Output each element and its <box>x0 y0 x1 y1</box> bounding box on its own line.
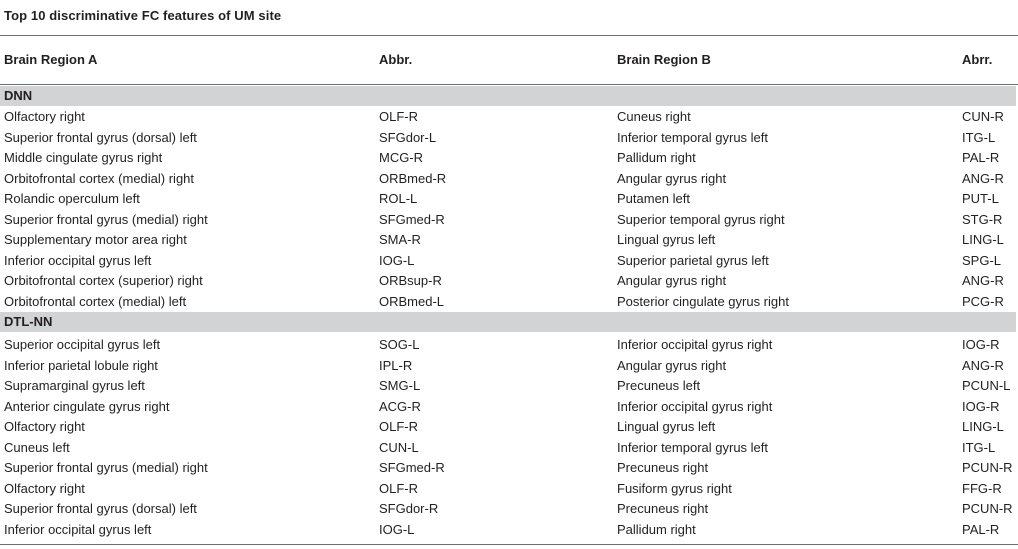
brain-region-b-cell: Angular gyrus right <box>617 357 727 373</box>
abbr-b-cell: PCUN-R <box>962 460 1013 475</box>
table-row <box>0 376 1018 397</box>
abbr-b-cell: PCG-R <box>962 293 1004 309</box>
table-header <box>0 50 1018 70</box>
brain-region-a-cell: Cuneus left <box>4 439 70 455</box>
abbr-a-cell: ORBmed-L <box>379 293 445 309</box>
brain-region-b-cell: Precuneus right <box>617 501 709 516</box>
table-row <box>0 417 1018 438</box>
brain-region-b-cell: Pallidum right <box>617 150 696 165</box>
abbr-b-cell: PUT-L <box>962 191 999 206</box>
table-row <box>0 271 1018 292</box>
abbr-b-cell: LING-L <box>962 232 1004 247</box>
brain-region-a-cell: Olfactory right <box>4 419 85 434</box>
abbr-b-cell: ITG-L <box>962 129 996 145</box>
brain-region-b-cell: Superior temporal gyrus right <box>617 211 785 227</box>
brain-region-b-cell: Lingual gyrus left <box>617 419 716 434</box>
abbr-b-cell: FFG-R <box>962 480 1002 496</box>
abbr-b-cell: PAL-R <box>962 150 1000 165</box>
abbr-a-cell: SOG-L <box>379 337 420 352</box>
brain-region-a-cell: Inferior occipital gyrus left <box>4 252 152 268</box>
brain-region-b-cell: Putamen left <box>617 191 690 206</box>
header-brain-region-a: Brain Region A <box>4 52 98 67</box>
brain-region-a-cell: Superior frontal gyrus (medial) right <box>4 460 208 475</box>
section-title: DTL-NN <box>4 314 53 329</box>
section-title: DNN <box>4 88 33 103</box>
table-row <box>0 292 1018 313</box>
table-row <box>0 499 1018 520</box>
table-row <box>0 128 1018 149</box>
brain-region-a-cell: Anterior cingulate gyrus right <box>4 398 170 414</box>
abbr-b-cell: LING-L <box>962 419 1004 434</box>
table-row <box>0 458 1018 479</box>
abbr-b-cell: CUN-R <box>962 109 1004 124</box>
abbr-a-cell: SFGmed-R <box>379 460 445 475</box>
abbr-a-cell: OLF-R <box>379 419 418 434</box>
header-rule <box>0 84 1018 85</box>
table-row <box>0 251 1018 272</box>
table-row <box>0 397 1018 418</box>
abbr-a-cell: SFGmed-R <box>379 211 445 227</box>
abbr-a-cell: OLF-R <box>379 109 418 124</box>
brain-region-b-cell: Pallidum right <box>617 521 696 537</box>
header-abbr-b: Abrr. <box>962 52 993 67</box>
brain-region-a-cell: Olfactory right <box>4 480 85 496</box>
bottom-rule <box>0 544 1018 545</box>
brain-region-b-cell: Superior parietal gyrus left <box>617 252 769 268</box>
abbr-b-cell: PCUN-R <box>962 501 1013 516</box>
abbr-a-cell: SFGdor-R <box>379 501 439 516</box>
brain-region-a-cell: Orbitofrontal cortex (medial) left <box>4 293 187 309</box>
brain-region-b-cell: Posterior cingulate gyrus right <box>617 293 789 309</box>
section-body-dtl-nn <box>0 335 1018 540</box>
brain-region-a-cell: Superior frontal gyrus (dorsal) left <box>4 501 197 516</box>
table-row <box>0 335 1018 356</box>
header-brain-region-b: Brain Region B <box>617 52 711 67</box>
abbr-b-cell: PCUN-L <box>962 378 1011 393</box>
brain-region-b-cell: Angular gyrus right <box>617 170 727 186</box>
brain-region-b-cell: Lingual gyrus left <box>617 232 716 247</box>
top-rule <box>0 35 1018 36</box>
abbr-a-cell: IOG-L <box>379 521 415 537</box>
table-row <box>0 210 1018 231</box>
section-body-dnn <box>0 107 1018 312</box>
brain-region-b-cell: Inferior temporal gyrus left <box>617 129 769 145</box>
brain-region-a-cell: Supramarginal gyrus left <box>4 378 145 393</box>
brain-region-a-cell: Supplementary motor area right <box>4 232 187 247</box>
brain-region-a-cell: Inferior occipital gyrus left <box>4 521 152 537</box>
brain-region-b-cell: Inferior temporal gyrus left <box>617 439 769 455</box>
brain-region-b-cell: Angular gyrus right <box>617 273 727 288</box>
table-row <box>0 479 1018 500</box>
abbr-a-cell: MCG-R <box>379 150 424 165</box>
brain-region-b-cell: Inferior occipital gyrus right <box>617 337 773 352</box>
abbr-b-cell: ITG-L <box>962 439 996 455</box>
abbr-b-cell: IOG-R <box>962 337 1000 352</box>
table-row <box>0 356 1018 377</box>
section-header-dnn <box>0 86 1016 106</box>
brain-region-b-cell: Cuneus right <box>617 109 691 124</box>
table-row <box>0 189 1018 210</box>
table-row <box>0 230 1018 251</box>
table-row <box>0 520 1018 541</box>
brain-region-a-cell: Orbitofrontal cortex (superior) right <box>4 273 203 288</box>
abbr-a-cell: SMA-R <box>379 232 421 247</box>
brain-region-a-cell: Middle cingulate gyrus right <box>4 150 163 165</box>
table-row <box>0 148 1018 169</box>
brain-region-a-cell: Olfactory right <box>4 109 85 124</box>
brain-region-a-cell: Superior frontal gyrus (dorsal) left <box>4 129 197 145</box>
abbr-a-cell: SFGdor-L <box>379 129 437 145</box>
abbr-a-cell: ORBsup-R <box>379 273 442 288</box>
abbr-b-cell: PAL-R <box>962 521 1000 537</box>
abbr-b-cell: ANG-R <box>962 273 1004 288</box>
brain-region-b-cell: Precuneus left <box>617 378 701 393</box>
abbr-a-cell: ORBmed-R <box>379 170 447 186</box>
abbr-a-cell: IPL-R <box>379 357 413 373</box>
brain-region-a-cell: Superior frontal gyrus (medial) right <box>4 211 208 227</box>
abbr-b-cell: ANG-R <box>962 170 1004 186</box>
abbr-b-cell: IOG-R <box>962 398 1000 414</box>
table-row <box>0 169 1018 190</box>
brain-region-a-cell: Rolandic operculum left <box>4 191 140 206</box>
table-row <box>0 438 1018 459</box>
brain-region-a-cell: Orbitofrontal cortex (medial) right <box>4 170 195 186</box>
table-caption: Top 10 discriminative FC features of UM site <box>4 8 282 23</box>
table-row <box>0 107 1018 128</box>
brain-region-b-cell: Precuneus right <box>617 460 709 475</box>
abbr-a-cell: SMG-L <box>379 378 421 393</box>
abbr-b-cell: STG-R <box>962 211 1003 227</box>
header-abbr-a: Abbr. <box>379 52 413 67</box>
abbr-a-cell: ROL-L <box>379 191 418 206</box>
abbr-a-cell: OLF-R <box>379 480 418 496</box>
brain-region-b-cell: Inferior occipital gyrus right <box>617 398 773 414</box>
abbr-b-cell: ANG-R <box>962 357 1004 373</box>
abbr-a-cell: CUN-L <box>379 439 419 455</box>
brain-region-b-cell: Fusiform gyrus right <box>617 480 732 496</box>
abbr-b-cell: SPG-L <box>962 252 1002 268</box>
section-header-dtl-nn <box>0 312 1016 332</box>
abbr-a-cell: IOG-L <box>379 252 415 268</box>
abbr-a-cell: ACG-R <box>379 398 421 414</box>
brain-region-a-cell: Inferior parietal lobule right <box>4 357 158 373</box>
brain-region-a-cell: Superior occipital gyrus left <box>4 337 161 352</box>
